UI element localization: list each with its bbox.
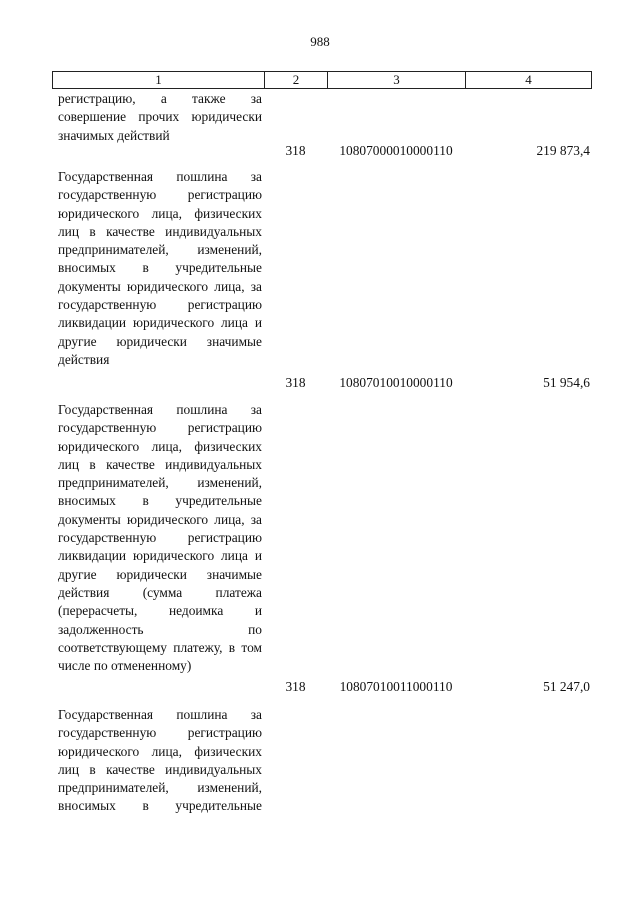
table-row — [52, 401, 592, 701]
table-row — [52, 168, 592, 398]
row-col-2: 318 — [285, 375, 306, 390]
table-row — [52, 90, 592, 165]
row-amount: 51 247,0 — [543, 679, 590, 694]
row-description: регистрацию, а также за совершение прочих юридически значимых действий — [58, 91, 262, 143]
header-col-2: 2 — [265, 72, 328, 88]
row-amount: 219 873,4 — [536, 143, 590, 158]
row-col-2: 318 — [285, 143, 306, 158]
header-col-4: 4 — [525, 72, 532, 87]
row-col-3: 10807010010000110 — [339, 375, 453, 390]
page-number: 988 — [310, 34, 330, 49]
header-col-1: 1 — [53, 72, 265, 88]
row-col-3: 10807000010000110 — [339, 143, 453, 158]
row-col-2: 318 — [285, 679, 306, 694]
header-col-3: 3 — [328, 72, 466, 88]
table-row — [52, 706, 592, 826]
row-description: Государственная пошлина за государственную регистрацию юридического лица, физических лиц в качестве индивидуальных предпринимателей, изменений, вносимых в учредительные документы юридического лица, за государственную регистрацию ликвидации юридического лица и другие юридически значимые действия — [58, 169, 262, 367]
row-amount: 51 954,6 — [543, 375, 590, 390]
row-col-3: 10807010011000110 — [339, 679, 453, 694]
table-header — [52, 71, 592, 89]
row-description: Государственная пошлина за государственную регистрацию юридического лица, физических лиц в качестве индивидуальных предпринимателей, изменений, вносимых в учредительные документы юридического лица, за государственную регистрацию ликвидации юридического лица и другие юридически значимые действия (сумма платежа (перерасчеты, недоимка и задолженность по соответствующему платежу, в том числе по отмененному) — [58, 402, 262, 674]
row-description: Государственная пошлина за государственную регистрацию юридического лица, физических лиц в качестве индивидуальных предпринимателей, изменений, вносимых в учредительные — [58, 707, 262, 814]
